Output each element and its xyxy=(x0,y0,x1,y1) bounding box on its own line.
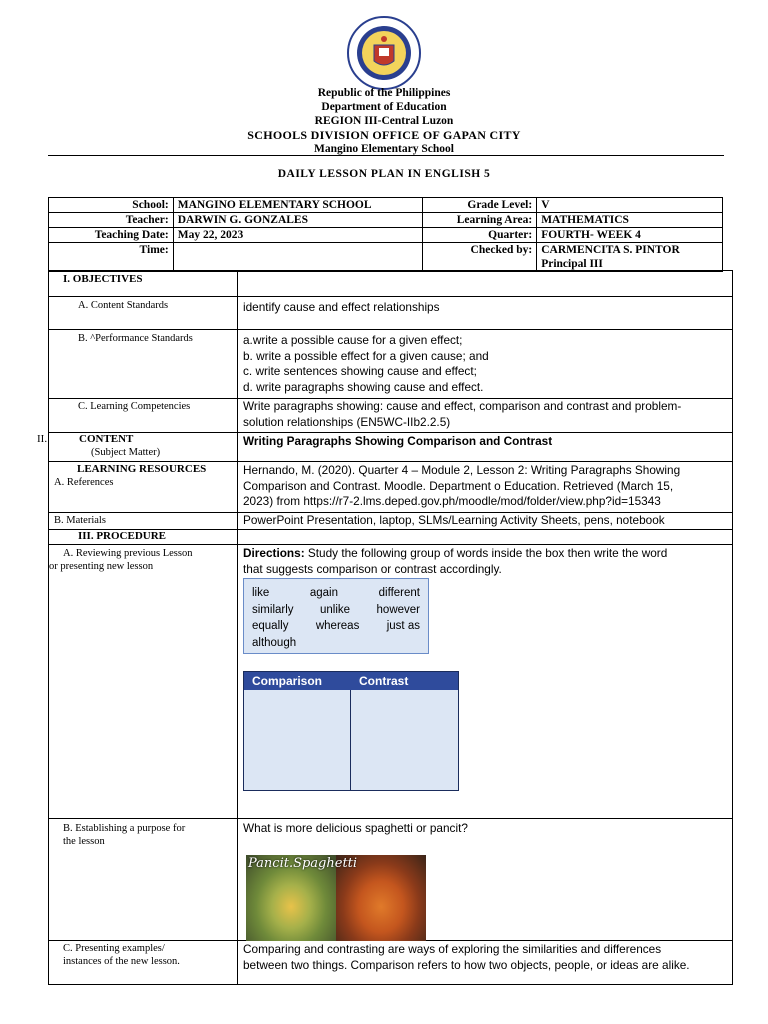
comparison-contrast-table xyxy=(243,671,459,791)
purpose-label: B. Establishing a purpose for the lesson xyxy=(63,823,186,847)
purpose-value: What is more delicious spaghetti or pancit? xyxy=(243,821,468,835)
info-row xyxy=(49,228,723,243)
time-label: Time: xyxy=(49,243,174,272)
content-standards-label: A. Content Standards xyxy=(78,300,169,311)
word-box xyxy=(243,578,429,654)
content-value: Writing Paragraphs Showing Comparison and Contrast xyxy=(243,434,553,448)
materials-value: PowerPoint Presentation, laptop, SLMs/Learning Activity Sheets, pens, notebook xyxy=(243,513,665,527)
quarter-label: Quarter: xyxy=(423,228,537,243)
word-row: similarly unlike however xyxy=(252,603,420,616)
teacher-label: Teacher: xyxy=(49,213,174,228)
performance-standards-label: B. ^Performance Standards xyxy=(78,333,193,344)
info-table xyxy=(48,197,723,272)
teacher-value: DARWIN G. GONZALES xyxy=(173,213,423,228)
comparison-cell[interactable] xyxy=(244,690,351,790)
header-region: REGION III-Central Luzon xyxy=(314,115,454,127)
checked-title: Principal III xyxy=(541,258,603,270)
resources-heading: LEARNING RESOURCES xyxy=(77,463,207,475)
date-label: Teaching Date: xyxy=(49,228,174,243)
info-row xyxy=(49,213,723,228)
references-label: A. References xyxy=(54,477,114,488)
checked-name: CARMENCITA S. PINTOR xyxy=(541,244,680,256)
word-row: equally whereas just as xyxy=(252,620,420,632)
time-value xyxy=(173,243,423,272)
date-value: May 22, 2023 xyxy=(173,228,423,243)
performance-standards-value: a.write a possible cause for a given effect; b. write a possible effect for a given cause; and c. write sentences showing cause and effect; d. write paragraphs showing cause and effect. xyxy=(243,333,489,394)
school-value: MANGINO ELEMENTARY SCHOOL xyxy=(173,198,423,213)
word-row: although xyxy=(252,636,297,649)
word-row: like again different xyxy=(252,587,420,599)
examples-label: C. Presenting examples/ instances of the new lesson. xyxy=(63,943,180,967)
area-label: Learning Area: xyxy=(423,213,537,228)
procedure-heading: III. PROCEDURE xyxy=(78,530,167,542)
content-sub-heading: (Subject Matter) xyxy=(91,447,161,458)
deped-seal-icon xyxy=(346,15,422,91)
info-row xyxy=(49,243,723,272)
directions-text: Directions: Study the following group of words inside the box then write the word that suggests comparison or contrast accordingly. xyxy=(243,546,668,576)
header-country: Republic of the Philippines xyxy=(317,87,451,99)
area-value: MATHEMATICS xyxy=(537,213,723,228)
letterhead xyxy=(0,86,768,156)
grade-value: V xyxy=(537,198,723,213)
header-school: Mangino Elementary School xyxy=(314,143,454,155)
column-divider xyxy=(237,271,238,984)
food-image xyxy=(246,855,427,941)
content-standards-value: identify cause and effect relationships xyxy=(243,300,440,314)
header-department: Department of Education xyxy=(321,101,447,113)
comparison-column-header: Comparison xyxy=(252,674,323,688)
document-title: DAILY LESSON PLAN IN ENGLISH 5 xyxy=(277,168,491,180)
contrast-column-header: Contrast xyxy=(359,674,409,688)
school-label: School: xyxy=(49,198,174,213)
objectives-heading: I. OBJECTIVES xyxy=(63,273,143,285)
references-value: Hernando, M. (2020). Quarter 4 – Module 2, Lesson 2: Writing Paragraphs Showing Comparison and Contrast. Moodle. Department o Education. Retrieved (March 15, 2023) from https://r7-2.lms.deped.gov.ph/moodle/mod/folder/view.php?id=15343 xyxy=(243,463,681,508)
contrast-cell[interactable] xyxy=(351,690,458,790)
header-division: SCHOOLS DIVISION OFFICE OF GAPAN CITY xyxy=(247,128,521,142)
materials-label: B. Materials xyxy=(54,515,106,526)
content-number: II. xyxy=(37,433,48,445)
food-caption: Pancit.Spaghetti xyxy=(248,856,358,871)
checked-value xyxy=(537,243,723,272)
competencies-label: C. Learning Competencies xyxy=(78,401,191,412)
directions-bold: Directions: xyxy=(243,546,305,560)
review-label: A. Reviewing previous Lesson or presenting new lesson xyxy=(49,548,193,572)
lesson-plan-table xyxy=(37,270,733,985)
header-divider xyxy=(48,155,724,156)
competencies-value: Write paragraphs showing: cause and effect, comparison and contrast and problem- solution relationships (EN5WC-IIb2.2.5) xyxy=(243,399,682,429)
grade-label: Grade Level: xyxy=(423,198,537,213)
content-heading: CONTENT xyxy=(79,433,134,445)
checked-label: Checked by: xyxy=(423,243,537,272)
info-row xyxy=(49,198,723,213)
quarter-value: FOURTH- WEEK 4 xyxy=(537,228,723,243)
examples-value: Comparing and contrasting are ways of exploring the similarities and differences between two things. Comparison refers to how two objects, people, or ideas are alike. xyxy=(243,942,690,972)
